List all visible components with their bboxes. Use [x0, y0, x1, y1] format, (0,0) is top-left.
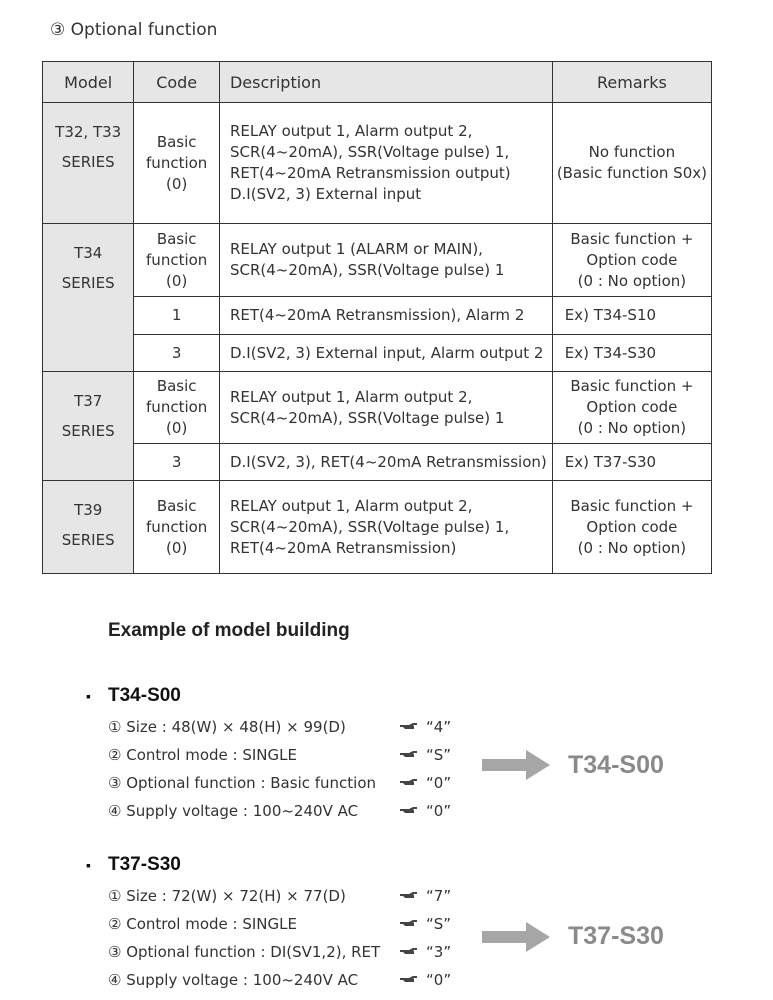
- pointing-hand-icon: [400, 946, 418, 956]
- remarks-line: Option code: [586, 517, 678, 536]
- spec-label: ② Control mode : SINGLE: [108, 915, 297, 933]
- example-title: [86, 852, 706, 878]
- description-line: SCR(4~20mA), SSR(Voltage pulse) 1: [229, 261, 505, 279]
- remarks-cell: [552, 103, 711, 224]
- model-line: SERIES: [61, 531, 115, 549]
- spec-code: “0”: [426, 774, 452, 792]
- code-line: Basic: [156, 229, 197, 248]
- description-line: D.I(SV2, 3) External input: [229, 185, 422, 203]
- spec-label: ① Size : 72(W) × 72(H) × 77(D): [108, 887, 346, 905]
- description-line: SCR(4~20mA), SSR(Voltage pulse) 1,: [229, 143, 510, 161]
- spec-label: ④ Supply voltage : 100~240V AC: [108, 802, 359, 820]
- model-cell: [43, 224, 134, 372]
- remarks-cell: Ex) T34-S30: [552, 335, 711, 372]
- spec-code: “7”: [426, 887, 452, 905]
- header-description: Description: [219, 62, 552, 103]
- spec-row: [86, 966, 706, 994]
- remarks-cell: [552, 372, 711, 444]
- description-line: RELAY output 1 (ALARM or MAIN),: [229, 240, 483, 258]
- description-cell: [219, 103, 552, 224]
- model-line: T37: [74, 392, 103, 410]
- remarks-line: Basic function +: [570, 496, 694, 515]
- description-line: SCR(4~20mA), SSR(Voltage pulse) 1,: [229, 517, 510, 536]
- spec-label: ④ Supply voltage : 100~240V AC: [108, 971, 359, 989]
- description-line: RET(4~20mA Retransmission output): [229, 164, 511, 182]
- code-line: (0): [166, 271, 188, 290]
- remarks-line: (Basic function S0x): [556, 164, 707, 182]
- example-block: [86, 852, 706, 994]
- pointing-hand-icon: [400, 805, 418, 815]
- pointing-hand-icon: [400, 749, 418, 759]
- model-line: SERIES: [61, 422, 115, 440]
- remarks-line: (0 : No option): [577, 419, 687, 437]
- example-title-text: T37-S30: [108, 854, 181, 875]
- code-cell: [134, 103, 220, 224]
- table-row: [43, 444, 712, 481]
- spec-label: ③ Optional function : DI(SV1,2), RET: [108, 943, 381, 961]
- spec-row: [86, 713, 706, 741]
- model-cell: [43, 481, 134, 574]
- model-line: T32, T33: [55, 123, 122, 141]
- description-line: RELAY output 1, Alarm output 2,: [229, 122, 473, 140]
- model-line: SERIES: [61, 274, 115, 292]
- code-cell: 3: [134, 444, 220, 481]
- example-block: [86, 683, 706, 825]
- remarks-line: (0 : No option): [577, 538, 687, 557]
- description-cell: D.I(SV2, 3), RET(4~20mA Retransmission): [219, 444, 552, 481]
- model-line: T34: [74, 244, 103, 262]
- spec-code: “S”: [426, 915, 452, 933]
- code-cell: [134, 372, 220, 444]
- spec-row: [86, 797, 706, 825]
- spec-code: “S”: [426, 746, 452, 764]
- code-cell: [134, 224, 220, 297]
- model-cell: [43, 103, 134, 224]
- code-line: function: [146, 250, 208, 269]
- pointing-hand-icon: [400, 777, 418, 787]
- description-cell: [219, 481, 552, 574]
- right-arrow-icon: [482, 922, 550, 952]
- code-line: Basic: [156, 132, 197, 151]
- header-remarks: Remarks: [552, 62, 711, 103]
- spec-code: “4”: [426, 718, 452, 736]
- remarks-cell: Ex) T37-S30: [552, 444, 711, 481]
- code-line: (0): [166, 174, 188, 193]
- table-header-row: [43, 62, 712, 103]
- description-cell: D.I(SV2, 3) External input, Alarm output 2: [219, 335, 552, 372]
- code-cell: 1: [134, 297, 220, 335]
- spec-label: ② Control mode : SINGLE: [108, 746, 297, 764]
- description-cell: RET(4~20mA Retransmission), Alarm 2: [219, 297, 552, 335]
- table-row: [43, 224, 712, 297]
- pointing-hand-icon: [400, 918, 418, 928]
- spec-code: “3”: [426, 943, 452, 961]
- header-code: Code: [134, 62, 220, 103]
- table-row: [43, 481, 712, 574]
- table-row: [43, 335, 712, 372]
- spec-label: ③ Optional function : Basic function: [108, 774, 377, 792]
- table-row: [43, 103, 712, 224]
- description-cell: [219, 224, 552, 297]
- model-line: T39: [74, 501, 103, 519]
- pointing-hand-icon: [400, 890, 418, 900]
- remarks-line: Option code: [586, 398, 678, 416]
- header-model: Model: [43, 62, 134, 103]
- right-arrow-icon: [482, 750, 550, 780]
- code-cell: 3: [134, 335, 220, 372]
- model-line: SERIES: [61, 153, 115, 171]
- result-model-code: T34-S00: [568, 751, 664, 779]
- optional-function-table: [42, 61, 712, 574]
- spec-row: [86, 882, 706, 910]
- spec-label: ① Size : 48(W) × 48(H) × 99(D): [108, 718, 346, 736]
- code-line: (0): [166, 419, 188, 437]
- description-line: SCR(4~20mA), SSR(Voltage pulse) 1: [229, 408, 505, 427]
- table-row: [43, 297, 712, 335]
- description-cell: [219, 372, 552, 444]
- code-line: function: [146, 517, 208, 536]
- description-line: RET(4~20mA Retransmission): [229, 538, 457, 557]
- remarks-cell: Ex) T34-S10: [552, 297, 711, 335]
- bullet-icon: ▪: [86, 688, 91, 704]
- description-line: RELAY output 1, Alarm output 2,: [229, 387, 473, 406]
- code-cell: [134, 481, 220, 574]
- code-line: Basic: [156, 377, 197, 395]
- spec-code: “0”: [426, 971, 452, 989]
- code-line: Basic: [156, 496, 197, 515]
- pointing-hand-icon: [400, 974, 418, 984]
- remarks-line: Option code: [586, 250, 678, 269]
- remarks-cell: [552, 481, 711, 574]
- result-model-code: T37-S30: [568, 922, 664, 950]
- remarks-line: Basic function +: [570, 377, 694, 395]
- code-line: function: [146, 153, 208, 172]
- example-heading: Example of model building: [108, 620, 350, 641]
- description-line: RELAY output 1, Alarm output 2,: [229, 496, 473, 515]
- bullet-icon: ▪: [86, 857, 91, 873]
- table-row: [43, 372, 712, 444]
- section-title: ③ Optional function: [50, 20, 218, 40]
- remarks-cell: [552, 224, 711, 297]
- code-line: function: [146, 398, 208, 416]
- model-cell: [43, 372, 134, 481]
- remarks-line: No function: [588, 143, 676, 161]
- pointing-hand-icon: [400, 721, 418, 731]
- example-title-text: T34-S00: [108, 685, 181, 706]
- remarks-line: (0 : No option): [577, 271, 687, 290]
- example-title: [86, 683, 706, 709]
- code-line: (0): [166, 538, 188, 557]
- remarks-line: Basic function +: [570, 229, 694, 248]
- spec-code: “0”: [426, 802, 452, 820]
